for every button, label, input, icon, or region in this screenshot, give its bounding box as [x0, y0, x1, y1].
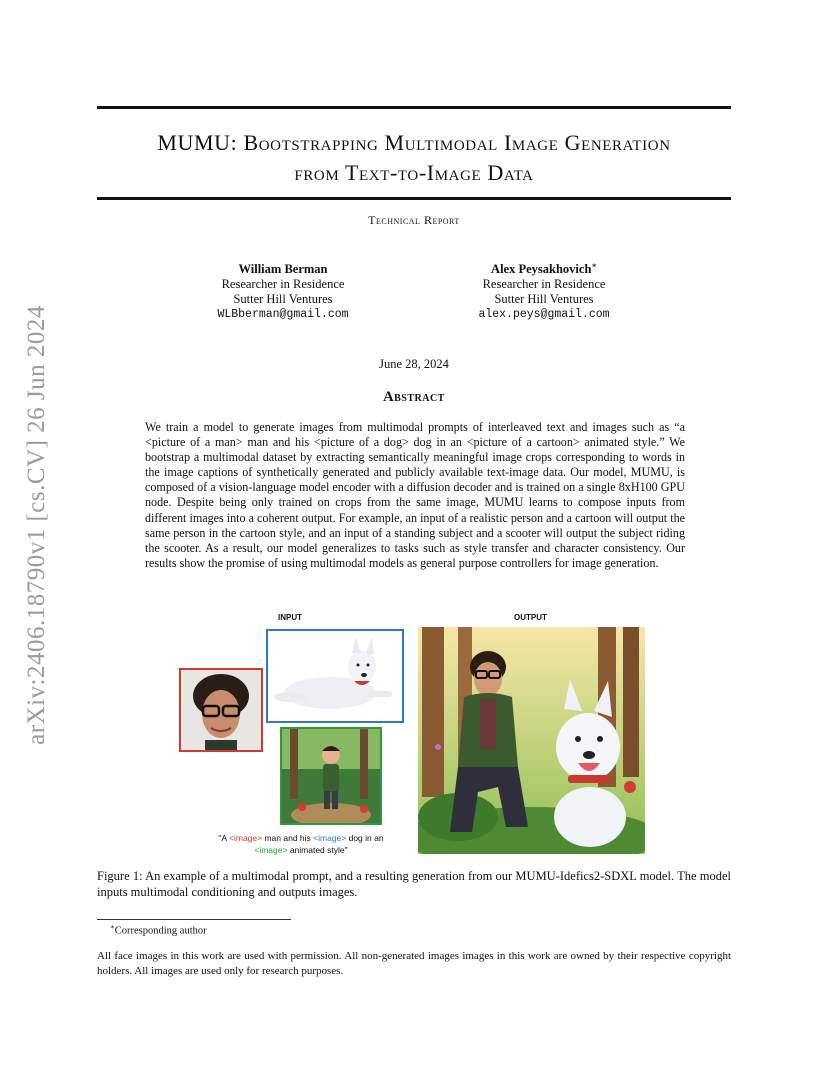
report-type: Technical Report	[368, 213, 460, 227]
author-name: Alex Peysakhovich∗	[491, 261, 597, 277]
publication-date: June 28, 2024	[379, 357, 449, 371]
arxiv-identifier-sidebar	[14, 290, 60, 760]
title-rule-bottom	[97, 197, 731, 200]
figure-input-label: INPUT	[278, 613, 302, 622]
figure-caption: Figure 1: An example of a multimodal prompt, and a resulting generation from our MUMU-Idefics2-SDXL model. The model inputs multimodal conditioning and outputs images.	[97, 869, 731, 899]
title-rule-top	[97, 106, 731, 109]
figure-output-label: OUTPUT	[514, 613, 547, 622]
image-token-style: <image>	[254, 845, 288, 855]
paper-title	[97, 128, 731, 188]
title-line-2: from Text-to-Image Data	[294, 160, 534, 185]
figure-prompt-text: "A <image> man and his <image> dog in an <image> animated style"	[218, 833, 384, 855]
arxiv-identifier: arXiv:2406.18790v1 [cs.CV] 26 Jun 2024	[23, 305, 50, 745]
output-generated-image	[418, 627, 645, 854]
image-token-man: <image>	[229, 833, 263, 843]
author-affiliation: Sutter Hill Ventures	[494, 292, 594, 307]
input-dog-photo	[266, 629, 404, 723]
author-name: William Berman	[238, 262, 328, 277]
author-role: Researcher in Residence	[221, 277, 345, 292]
abstract-heading: Abstract	[383, 389, 445, 405]
author-block-2	[424, 258, 664, 322]
input-man-photo	[179, 668, 263, 752]
author-block-1	[163, 258, 403, 322]
footnote-rule	[97, 919, 291, 920]
permission-notice: All face images in this work are used with permission. All non-generated images images in this work are owned by their respective copyright holders. All images are used only for research purposes.	[97, 950, 731, 977]
input-cartoon-style-photo	[280, 727, 382, 825]
author-email[interactable]: alex.peys@gmail.com	[478, 308, 610, 322]
footnote: ∗Corresponding author	[110, 923, 207, 937]
author-role: Researcher in Residence	[482, 277, 606, 292]
image-token-dog: <image>	[313, 833, 347, 843]
title-line-1: MUMU: Bootstrapping Multimodal Image Generation	[157, 130, 671, 155]
abstract-text: We train a model to generate images from multimodal prompts of interleaved text and images such as “a <picture of a man> man and his <picture of a dog> dog in an <picture of a cartoon> animated style.” We bootstrap a multimodal dataset by extracting semantically meaningful image crops corresponding to words in the image captions of synthetically generated and publicly available text-image data. Our model, MUMU, is composed of a vision-language model encoder with a diffusion decoder and is trained on a single 8xH100 GPU node. Despite being only trained on crops from the same image, MUMU learns to compose inputs from different images into a coherent output. For example, an input of a realistic person and a cartoon will output the same person in the cartoon style, and an input of a standing subject and a scooter will output the subject riding the scooter. As a result, our model generalizes to tasks such as style transfer and character consistency. Our results show the promise of using multimodal models as general purpose controllers for image generation.	[145, 420, 685, 570]
author-email[interactable]: WLBberman@gmail.com	[217, 308, 349, 322]
author-affiliation: Sutter Hill Ventures	[233, 292, 333, 307]
